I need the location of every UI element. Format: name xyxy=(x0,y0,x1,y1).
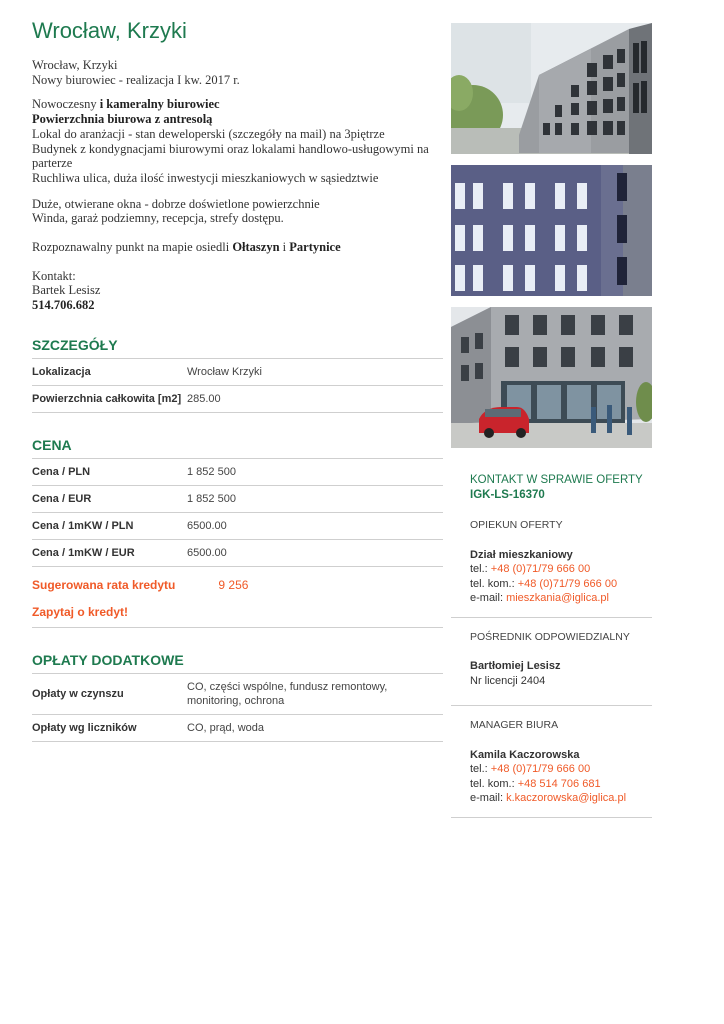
desc2-line-1: Duże, otwierane okna - dobrze doświetlone powierzchnie xyxy=(32,196,320,211)
desc-line-2: Powierzchnia biurowa z antresolą xyxy=(32,112,213,127)
row-value: 285.00 xyxy=(187,392,221,405)
row-value: 1 852 500 xyxy=(187,492,236,505)
ask-loan-link[interactable]: Zapytaj o kredyt! xyxy=(32,604,129,619)
details-title: SZCZEGÓŁY xyxy=(32,336,118,353)
row-key: Cena / PLN xyxy=(32,465,91,478)
description-block xyxy=(32,97,443,185)
ask-row xyxy=(32,597,443,628)
intro-line-2: Nowy biurowiec - realizacja I kw. 2017 r. xyxy=(32,72,240,87)
price-section xyxy=(32,436,443,628)
desc-line-1-bold: i kameralny biurowiec xyxy=(99,97,220,112)
building-photo-1 xyxy=(451,23,652,154)
manager-panel xyxy=(451,718,652,806)
opiekun-kom xyxy=(470,577,652,592)
desc-line-4: Budynek z kondygnacjami biurowymi oraz lokalami handlowo-usługowymi na parterze xyxy=(32,141,429,171)
opiekun-tel xyxy=(470,562,652,577)
fees-table xyxy=(32,673,443,742)
table-row xyxy=(32,674,443,715)
row-key: Opłaty wg liczników xyxy=(32,721,137,734)
kom-label: tel. kom.: xyxy=(470,577,518,590)
tel-label: tel.: xyxy=(470,563,491,575)
desc-line-3: Lokal do aranżacji - stan deweloperski (szczegóły na mail) na 3piętrze xyxy=(32,126,385,141)
building-photo-3 xyxy=(451,307,652,448)
table-row xyxy=(32,513,443,540)
opiekun-tel-link[interactable]: +48 (0)71/79 666 00 xyxy=(490,563,591,575)
opiekun-mail-link[interactable]: mieszkania@iglica.pl xyxy=(506,592,609,604)
desc-line-1-pre: Nowoczesny xyxy=(32,97,100,112)
contact-panel xyxy=(451,473,652,606)
desc-line-5: Ruchliwa ulica, duża ilość inwestycji mieszkaniowych w sąsiedztwie xyxy=(32,170,379,185)
description-block-2 xyxy=(32,197,443,226)
opiekun-kom-link[interactable]: +48 (0)71/79 666 00 xyxy=(517,577,618,590)
price-table xyxy=(32,458,443,567)
mail-label: e-mail: xyxy=(470,792,507,804)
manager-kom xyxy=(470,777,652,792)
table-row xyxy=(32,540,443,567)
main-column xyxy=(32,18,443,742)
row-key: Cena / EUR xyxy=(32,492,92,505)
details-section xyxy=(32,336,443,413)
row-value: CO, części wspólne, fundusz remontowy, monitoring, ochrona xyxy=(187,680,388,707)
intro xyxy=(32,58,443,87)
tel-label: tel.: xyxy=(470,763,491,775)
building-photo-2 xyxy=(451,165,652,296)
posrednik-panel xyxy=(451,630,652,689)
manager-label: MANAGER BIURA xyxy=(470,719,559,731)
contact-name: Bartek Lesisz xyxy=(32,283,101,298)
row-value: 6500.00 xyxy=(187,546,227,559)
row-value: 6500.00 xyxy=(187,519,227,532)
contact-phone: 514.706.682 xyxy=(32,298,95,313)
manager-tel xyxy=(470,762,652,777)
fees-title: OPŁATY DODATKOWE xyxy=(32,651,184,668)
posrednik-name: Bartłomiej Lesisz xyxy=(470,660,561,672)
landmark-line xyxy=(32,240,443,255)
opiekun-mail xyxy=(470,591,652,606)
divider xyxy=(451,705,652,706)
price-title: CENA xyxy=(32,436,72,453)
manager-mail xyxy=(470,791,652,806)
contact-panel-title: KONTAKT W SPRAWIE OFERTY xyxy=(470,474,643,486)
landmark-oltaszyn: Ołtaszyn xyxy=(232,240,280,255)
posrednik-license: Nr licencji 2404 xyxy=(470,674,546,687)
opiekun-name: Dział mieszkaniowy xyxy=(470,548,573,561)
row-key: Lokalizacja xyxy=(32,365,91,378)
row-key: Cena / 1mKW / PLN xyxy=(32,519,134,532)
table-row xyxy=(32,459,443,486)
manager-tel-link[interactable]: +48 (0)71/79 666 00 xyxy=(490,763,591,775)
side-column xyxy=(451,23,652,818)
landmark-mid: i xyxy=(279,240,290,255)
kom-label: tel. kom.: xyxy=(470,777,518,790)
row-key: Powierzchnia całkowita [m2] xyxy=(32,392,182,405)
table-row xyxy=(32,715,443,742)
description xyxy=(32,58,443,313)
posrednik-label: POŚREDNIK ODPOWIEDZIALNY xyxy=(470,630,630,643)
divider xyxy=(451,817,652,818)
table-row xyxy=(32,486,443,513)
details-table xyxy=(32,358,443,413)
row-key: Opłaty w czynszu xyxy=(32,687,124,700)
row-value: 1 852 500 xyxy=(187,465,236,478)
offer-code: IGK-LS-16370 xyxy=(470,488,545,501)
fees-section xyxy=(32,651,443,742)
row-value: Wrocław Krzyki xyxy=(187,365,262,378)
mail-label: e-mail: xyxy=(470,592,507,604)
manager-name: Kamila Kaczorowska xyxy=(470,748,580,761)
table-row xyxy=(32,386,443,413)
loan-value: 9 256 xyxy=(218,577,249,592)
page-title: Wrocław, Krzyki xyxy=(32,18,187,43)
loan-label: Sugerowana rata kredytu xyxy=(32,577,176,592)
manager-mail-link[interactable]: k.kaczorowska@iglica.pl xyxy=(506,792,627,804)
manager-kom-link[interactable]: +48 514 706 681 xyxy=(517,777,601,790)
opiekun-label: OPIEKUN OFERTY xyxy=(470,519,563,531)
landmark-partynice: Partynice xyxy=(289,240,341,255)
contact-info xyxy=(32,269,443,313)
row-value: CO, prąd, woda xyxy=(187,721,265,734)
intro-line-1: Wrocław, Krzyki xyxy=(32,58,118,72)
row-key: Cena / 1mKW / EUR xyxy=(32,546,135,559)
landmark-pre: Rozpoznawalny punkt na mapie osiedli xyxy=(32,240,233,255)
divider xyxy=(451,617,652,618)
table-row xyxy=(32,359,443,386)
desc2-line-2: Winda, garaż podziemny, recepcja, strefy dostępu. xyxy=(32,211,284,226)
contact-label: Kontakt: xyxy=(32,268,76,283)
